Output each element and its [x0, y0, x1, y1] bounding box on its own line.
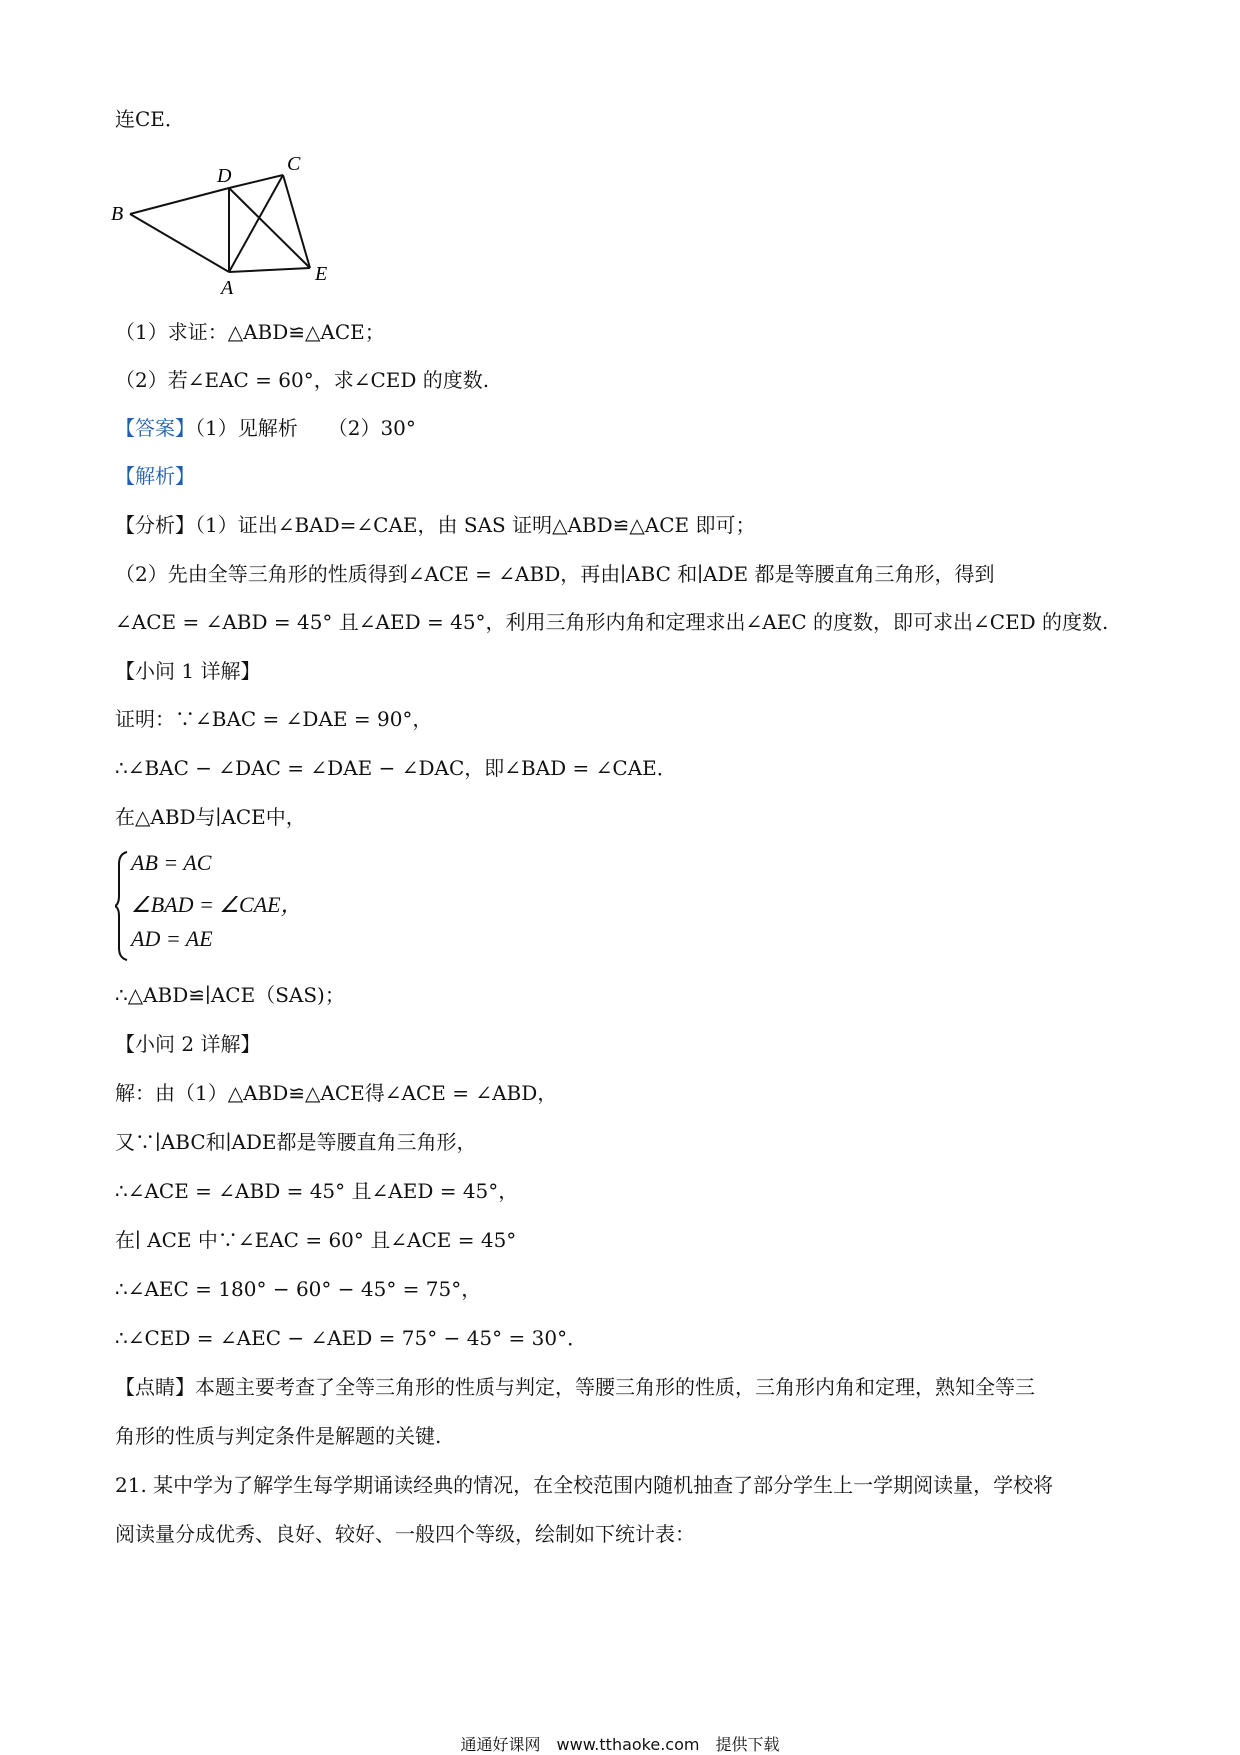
- geometry-figure: [105, 150, 345, 300]
- proof-line-2: ∴∠BAC − ∠DAC = ∠DAE − ∠DAC，即∠BAD = ∠CAE．: [115, 756, 677, 780]
- dianjing-line: [115, 1373, 1035, 1401]
- part2-title: 【小问 2 详解】: [115, 1032, 261, 1056]
- label-D: D: [217, 165, 232, 187]
- fenxi-line: [115, 511, 755, 539]
- label-E: E: [315, 263, 328, 285]
- fenxi-tag: 【分析】: [115, 513, 195, 537]
- proof-line-3: 在△ABD与∣ACE中，: [115, 805, 306, 829]
- analysis-tag: 【解析】: [115, 464, 195, 488]
- solution-line-3: ∴∠ACE = ∠ABD = 45° 且∠AED = 45°，: [115, 1179, 519, 1203]
- fenxi-line-2: （2）先由全等三角形的性质得到∠ACE = ∠ABD，再由∣ABC 和∣ADE 都是等腰直角三角形，得到: [115, 562, 995, 586]
- answer-line: [115, 414, 416, 442]
- fenxi-line-3: ∠ACE = ∠ABD = 45° 且∠AED = 45°，利用三角形内角和定理求出∠AEC 的度数，即可求出∠CED 的度数.: [115, 610, 1109, 634]
- fenxi-text: （1）证出∠BAD=∠CAE，由 SAS 证明△ABD≌△ACE 即可；: [195, 513, 756, 537]
- label-C: C: [287, 153, 301, 175]
- question-21-line-2: 阅读量分成优秀、良好、较好、一般四个等级，绘制如下统计表：: [115, 1522, 695, 1546]
- left-brace: [115, 850, 131, 962]
- question-1: （1）求证：△ABD≌△ACE；: [115, 320, 385, 344]
- solution-line-5: ∴∠AEC = 180° − 60° − 45° = 75°，: [115, 1277, 482, 1301]
- solution-line-2: 又∵∣ABC和∣ADE都是等腰直角三角形，: [115, 1130, 477, 1154]
- proof-conclusion: ∴△ABD≌∣ACE（SAS)；: [115, 983, 345, 1007]
- part1-title: 【小问 1 详解】: [115, 659, 261, 683]
- page-footer: 通通好课网 www.tthaoke.com 提供下载: [460, 1735, 780, 1754]
- dianjing-text: 本题主要考查了全等三角形的性质与判定，等腰三角形的性质，三角形内角和定理，熟知全等三: [195, 1375, 1035, 1399]
- segment-AC: [229, 175, 283, 272]
- solution-line-6: ∴∠CED = ∠AEC − ∠AED = 75° − 45° = 30°．: [115, 1326, 588, 1350]
- proof-line-1: 证明：∵∠BAC = ∠DAE = 90°，: [115, 707, 433, 731]
- solution-line-4: 在∣ ACE 中∵∠EAC = 60° 且∠ACE = 45°: [115, 1228, 517, 1252]
- segment-BA: [130, 214, 229, 272]
- dianjing-line-2: 角形的性质与判定条件是解题的关键.: [115, 1424, 442, 1448]
- dianjing-tag: 【点睛】: [115, 1375, 195, 1399]
- brace-line-1: AB = AC: [131, 850, 212, 875]
- brace-system: [115, 850, 375, 962]
- label-B: B: [111, 203, 124, 225]
- segment-DC: [229, 175, 283, 188]
- label-A: A: [221, 277, 234, 299]
- question-21-line-1: 21. 某中学为了解学生每学期诵读经典的情况，在全校范围内随机抽查了部分学生上一学期阅读量，学校将: [115, 1473, 1054, 1497]
- segment-AE: [229, 268, 310, 272]
- answer-tag: 【答案】: [115, 416, 195, 440]
- solution-line-1: 解：由（1）△ABD≌△ACE得∠ACE = ∠ABD，: [115, 1081, 558, 1105]
- answer-text: （1）见解析 （2）30°: [195, 416, 416, 440]
- brace-line-3: AD = AE: [131, 926, 213, 951]
- question-2: （2）若∠EAC = 60°，求∠CED 的度数.: [115, 368, 490, 392]
- intro-text: 连CE．: [115, 107, 185, 131]
- brace-line-2: ∠BAD = ∠CAE，: [131, 892, 303, 917]
- segment-BD: [130, 188, 229, 214]
